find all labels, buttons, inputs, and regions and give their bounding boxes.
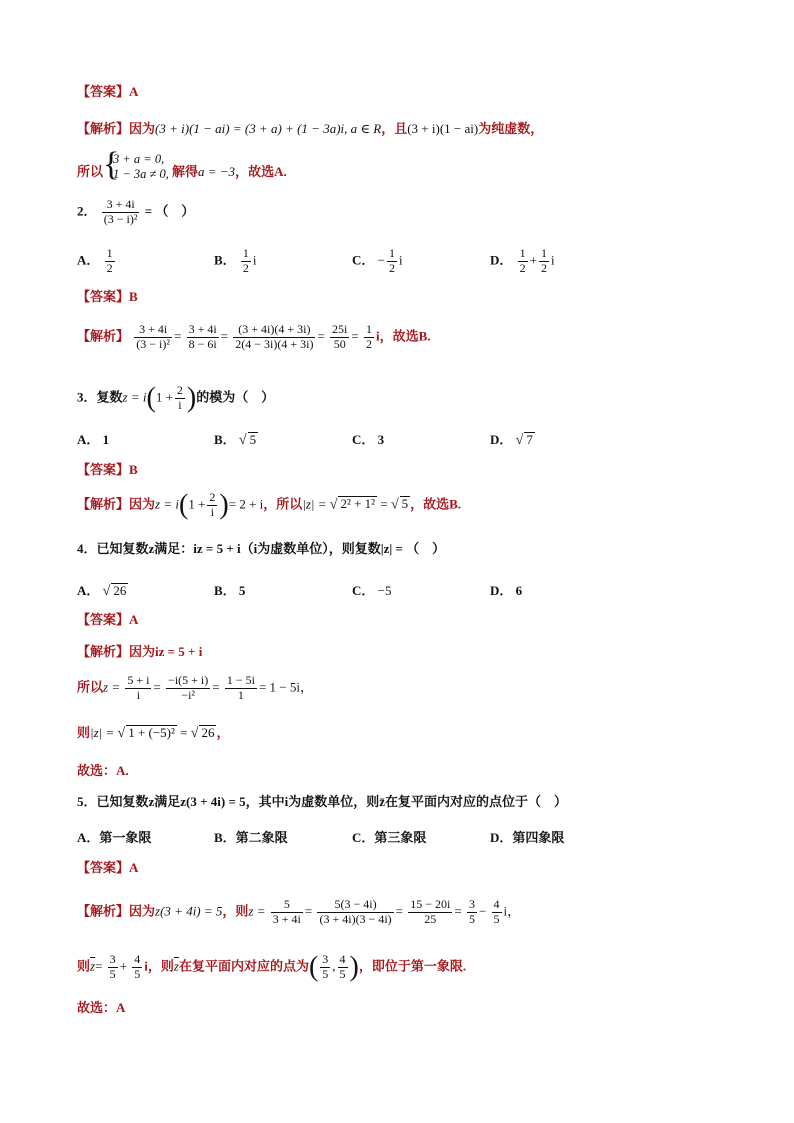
text: 在复平面内对应的点为 xyxy=(178,958,309,974)
q2-option-d xyxy=(490,247,555,276)
q4-answer: 【答案】A xyxy=(77,612,139,627)
numerator: 3 + 4i xyxy=(102,198,140,213)
option-label: C． xyxy=(352,583,375,598)
denominator: 2 xyxy=(540,260,547,275)
denominator: (3 + 4i)(3 − 4i) xyxy=(319,911,392,926)
stem-text: 已知复数z满足：iz = 5 + i（i为虚数单位），则复数|z| = （ ） xyxy=(96,541,446,556)
q4-conclusion: 故选：A. xyxy=(77,763,129,778)
q4-analysis-line2: 所以z = $\frac{5 + i}{i}$ = $\frac{-i(5 + i)}{\text{−i²}}$ = $\frac{1 - 5i}{1}$ = 1 − 5i， xyxy=(77,673,313,702)
fraction xyxy=(233,323,315,352)
denominator: 5 xyxy=(339,966,346,981)
question-number: 3． xyxy=(77,389,97,405)
prefix: − xyxy=(377,252,385,268)
numerator: 1 xyxy=(388,246,395,260)
denominator: i xyxy=(178,397,182,412)
fraction xyxy=(187,323,219,352)
option-label: A． xyxy=(77,830,100,845)
q5-option-c xyxy=(352,827,426,846)
option-label: B． xyxy=(214,830,236,845)
option-value: 6 xyxy=(515,583,523,598)
denominator: 2 xyxy=(106,260,113,275)
option-value: 1 xyxy=(102,432,110,447)
math: z = i xyxy=(155,496,179,512)
numerator: 2 xyxy=(209,490,216,504)
fraction xyxy=(320,953,330,982)
analysis-label: 【解析】 xyxy=(77,328,130,344)
text: ，则 xyxy=(222,903,249,919)
numerator: 1 xyxy=(519,246,526,260)
text: 则 xyxy=(77,958,91,974)
numerator: 1 xyxy=(106,246,113,260)
numerator: 1 − 5i xyxy=(226,673,255,687)
q3-option-a xyxy=(77,429,109,448)
conjugate-z: $\overline{z}$ xyxy=(173,958,179,974)
sqrt-radicand: 7 xyxy=(526,432,533,447)
fraction xyxy=(105,247,115,276)
fraction xyxy=(132,953,142,982)
denominator: 2 xyxy=(388,260,395,275)
numerator: 4 xyxy=(493,897,500,911)
analysis-label: 【解析】 xyxy=(77,121,130,136)
text: ，故选A. xyxy=(235,164,287,179)
text: 解得 xyxy=(172,164,199,179)
q5-analysis-line1: 【解析】因为z(3 + 4i) = 5，则z = $\frac{5}{3 + 4i}$ = $\frac{5(3 - 4i)}{(3 + 4i)(3 - 4i)}$ = $\frac{15 - 20i}{25}$ = $\frac{3}{5}$ − $\frac{4}{5}$ i， xyxy=(77,897,521,926)
fraction xyxy=(467,898,477,927)
text: 为纯虚数， xyxy=(478,121,544,136)
q2-stem xyxy=(77,198,194,227)
q5-answer: 【答案】A xyxy=(77,860,139,875)
analysis-label: 【解析】 xyxy=(77,644,130,659)
fraction xyxy=(175,384,185,413)
option-label: D． xyxy=(490,432,513,447)
q5-stem xyxy=(77,794,567,810)
denominator: 1 xyxy=(237,687,244,702)
denominator: i xyxy=(210,504,215,519)
denominator: 2(4 − 3i)(4 + 3i) xyxy=(235,336,314,351)
q1-answer: 【答案】A xyxy=(77,84,139,99)
question-number: 4． xyxy=(77,541,97,556)
sqrt-radicand: 5 xyxy=(249,432,257,447)
q4-option-c xyxy=(352,580,391,599)
text: 因为iz = 5 + i xyxy=(129,644,203,659)
q5-option-a xyxy=(77,827,151,846)
denominator: 2 xyxy=(242,260,249,275)
text: i，则 xyxy=(144,958,174,974)
q4-stem xyxy=(77,541,445,557)
fraction xyxy=(241,247,251,276)
text: 因为 xyxy=(129,903,156,919)
math: |z| = xyxy=(302,496,327,512)
numerator: 25i xyxy=(332,322,348,336)
numerator: 15 − 20i xyxy=(410,897,451,911)
denominator: 8 − 6i xyxy=(188,336,217,351)
text: 因为 xyxy=(129,496,156,512)
numerator: 1 xyxy=(540,246,547,260)
option-label: B． xyxy=(214,432,236,447)
text: ，所以 xyxy=(263,496,303,512)
brace-symbol: { xyxy=(103,146,120,183)
math: = xyxy=(380,496,388,512)
numerator: 3 + 4i xyxy=(134,323,172,338)
fraction xyxy=(207,491,217,520)
option-label: C． xyxy=(352,830,375,845)
denominator: 2 xyxy=(519,260,526,275)
text: 所以 xyxy=(77,679,104,695)
math: (3 + i)(1 − ai) xyxy=(407,121,479,136)
option-label: B． xyxy=(214,583,236,598)
denominator: 3 + 4i xyxy=(272,911,301,926)
q5-option-d xyxy=(490,827,564,846)
q3-stem: 3．复数z = i(1 + $\frac{2}{i}$ )的模为（ ） xyxy=(77,382,275,414)
fraction xyxy=(518,247,528,276)
fraction xyxy=(271,898,303,927)
fraction xyxy=(125,674,151,703)
math: (3 + i)(1 − ai) = (3 + a) + (1 − 3a)i, a ∈ R xyxy=(155,121,382,136)
fraction xyxy=(492,898,502,927)
text: ，即位于第一象限. xyxy=(358,958,467,974)
q2-option-a xyxy=(77,247,117,276)
denominator: 5 xyxy=(134,966,141,981)
sqrt-radicand: 5 xyxy=(401,496,409,512)
numerator: 3 + 4i xyxy=(188,322,217,336)
denominator: (3 − i)² xyxy=(136,336,170,351)
sqrt-radicand: 26 xyxy=(113,583,127,598)
denominator: −i² xyxy=(181,687,196,702)
numerator: 4 xyxy=(339,952,346,966)
q3-option-c xyxy=(352,429,384,448)
denominator: i xyxy=(136,687,141,702)
q4-analysis-line1 xyxy=(77,644,202,660)
denominator: 25 xyxy=(424,911,437,926)
text: 因为 xyxy=(129,121,156,136)
denominator: 5 xyxy=(493,911,500,926)
option-value: 5 xyxy=(238,583,246,598)
numerator: 3 xyxy=(322,952,329,966)
fraction xyxy=(539,247,549,276)
equation-system xyxy=(113,152,169,182)
fraction xyxy=(225,674,257,703)
analysis-label: 【解析】 xyxy=(77,903,130,919)
math: = 2 + i xyxy=(228,496,264,512)
option-label: A． xyxy=(77,583,100,598)
q3-option-b: B． √ 5 xyxy=(214,432,257,448)
fraction xyxy=(330,323,349,352)
fraction xyxy=(108,953,118,982)
option-label: A． xyxy=(77,432,100,447)
option-value: −5 xyxy=(377,583,392,598)
stem-text: 已知复数z满足z(3 + 4i) = 5，其中i为虚数单位，则z̄在复平面内对应的点位于（ ） xyxy=(96,794,568,809)
fraction xyxy=(102,198,140,227)
option-value: 第三象限 xyxy=(374,830,427,845)
math: z(3 + 4i) = 5 xyxy=(155,903,223,919)
numerator: 5 xyxy=(271,898,303,913)
option-value: 第二象限 xyxy=(235,830,288,845)
q5-option-b xyxy=(214,827,288,846)
text: ，且 xyxy=(381,121,408,136)
numerator: 2 xyxy=(176,383,183,397)
equation-2: 1 − 3a ≠ 0, xyxy=(113,167,169,181)
q2-analysis: 【解析】 $\frac{3 + 4i}{\text{(3 − i)²}}$ = $\frac{3 + 4i}{8 - 6i}$ = $\frac{(3 + 4i)(4 + 3i)}{2(4 - 3i)(4 + 3i)}$ = $\frac{25i}{50}$ = $\frac{1}{2}$ i，故选B. xyxy=(77,322,431,351)
q2-option-b xyxy=(214,247,257,276)
fraction xyxy=(338,953,348,982)
fraction xyxy=(166,674,210,703)
text: 则 xyxy=(77,725,91,740)
q4-option-d xyxy=(490,580,522,599)
q4-option-b xyxy=(214,580,245,599)
text: 的模为（ ） xyxy=(196,389,275,405)
option-label: D． xyxy=(490,830,513,845)
option-label: D． xyxy=(490,583,513,598)
option-label: A． xyxy=(77,252,100,268)
option-label: B． xyxy=(214,252,236,268)
conjugate-z: $\overline{z}$ xyxy=(90,958,96,974)
sqrt-radicand: 1 + (−5)² xyxy=(128,725,175,740)
q3-analysis: 【解析】因为z = i(1 + $\frac{2}{i}$ )= 2 + i，所以|z| = √ 2² + 1² = √ 5 ，故选B. xyxy=(77,489,462,521)
q3-answer: 【答案】B xyxy=(77,462,138,477)
option-label: C． xyxy=(352,432,375,447)
option-label: D． xyxy=(490,252,513,268)
option-label: C． xyxy=(352,252,375,268)
denominator: (3 − i)² xyxy=(103,211,138,226)
q1-analysis-line2-prefix: 所以 xyxy=(77,164,104,179)
math: z = i xyxy=(122,389,147,405)
suffix: i xyxy=(550,252,555,268)
numerator: 1 xyxy=(242,246,249,260)
denominator: 5 xyxy=(468,911,475,926)
equation-1: 3 + a = 0, xyxy=(113,152,165,166)
denominator: 5 xyxy=(109,966,116,981)
numerator: 4 xyxy=(134,952,141,966)
numerator: 3 xyxy=(468,897,475,911)
numerator: 5(3 − 4i) xyxy=(317,898,393,913)
analysis-label: 【解析】 xyxy=(77,496,130,512)
q2-option-c xyxy=(352,247,403,276)
operator: + xyxy=(529,252,537,268)
math: i， xyxy=(503,903,521,919)
q1-analysis-line1 xyxy=(77,121,543,137)
option-value: 第一象限 xyxy=(99,830,152,845)
stem-tail: = （ ） xyxy=(144,203,195,219)
q3-option-d: D． √ 7 xyxy=(490,432,533,448)
math: |z| = xyxy=(90,725,115,740)
q5-analysis-line2: 则$\overline{z}=$ $\frac{3}{5}$ + $\frac{4}{5}$ i，则$\overline{z}$在复平面内对应的点为( $\frac{3}{5}$ , $\frac{4}{5}$ )，即位于第一象限. xyxy=(77,951,467,983)
math: a = −3 xyxy=(198,164,236,179)
question-number: 5． xyxy=(77,794,97,809)
q4-analysis-line3: 则|z| = √ 1 + (−5)² = √ 26 ， xyxy=(77,725,230,741)
sqrt-radicand: 26 xyxy=(201,725,215,740)
math: = xyxy=(180,725,188,740)
option-value: 3 xyxy=(377,432,385,447)
math: z = xyxy=(248,903,266,919)
numerator: 5 + i xyxy=(127,673,150,687)
text: 复数 xyxy=(96,389,123,405)
denominator: 2 xyxy=(365,336,372,351)
math: z = xyxy=(103,679,121,695)
q5-conclusion: 故选：A xyxy=(77,1000,126,1015)
q1-analysis-line2 xyxy=(172,164,287,180)
suffix: i xyxy=(252,252,257,268)
numerator: −i(5 + i) xyxy=(168,673,209,687)
numerator: (3 + 4i)(4 + 3i) xyxy=(233,323,315,338)
math: = 1 − 5i， xyxy=(258,679,313,695)
fraction xyxy=(317,898,393,927)
q4-option-a: A． √ 26 xyxy=(77,583,127,599)
denominator: 50 xyxy=(333,336,346,351)
q2-answer: 【答案】B xyxy=(77,289,138,304)
numerator: 1 xyxy=(365,322,372,336)
fraction xyxy=(364,323,374,352)
sqrt-radicand: 2² + 1² xyxy=(340,496,376,512)
denominator: 5 xyxy=(322,966,329,981)
option-value: 第四象限 xyxy=(512,830,565,845)
math: = xyxy=(95,958,103,974)
text: ， xyxy=(216,725,230,740)
fraction xyxy=(134,323,172,352)
text: ，故选B. xyxy=(410,496,462,512)
fraction xyxy=(408,898,452,927)
numerator: 3 xyxy=(109,952,116,966)
text: i，故选B. xyxy=(375,328,431,344)
question-number: 2． xyxy=(77,203,97,219)
fraction xyxy=(387,247,397,276)
suffix: i xyxy=(398,252,403,268)
